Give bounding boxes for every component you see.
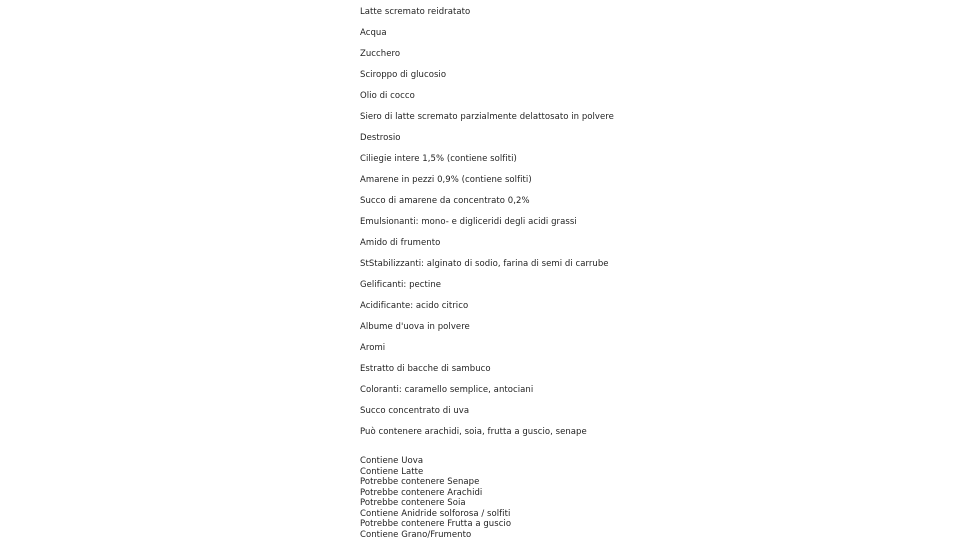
ingredient-item: Ciliegie intere 1,5% (contiene solfiti): [360, 154, 517, 164]
ingredients-section: [360, 4, 920, 540]
allergen-item: Contiene Anidride solforosa / solfiti: [360, 508, 511, 519]
ingredient-item: Latte scremato reidratato: [360, 7, 471, 17]
ingredient-item: Olio di cocco: [360, 91, 415, 101]
allergen-item: Potrebbe contenere Frutta a guscio: [360, 519, 512, 529]
ingredient-item: Estratto di bacche di sambuco: [360, 364, 491, 374]
ingredient-item: Amido di frumento: [360, 238, 441, 248]
allergen-item: Contiene Uova: [360, 456, 424, 466]
ingredient-item: Albume d'uova in polvere: [360, 322, 470, 332]
allergen-item: Potrebbe contenere Soia: [360, 498, 466, 508]
ingredient-item: Succo di amarene da concentrato 0,2%: [360, 196, 530, 206]
allergen-list: [360, 456, 920, 540]
ingredient-item: Sciroppo di glucosio: [360, 70, 447, 80]
ingredient-item: Destrosio: [360, 133, 401, 143]
ingredient-item: Emulsionanti: mono- e digliceridi degli acidi grassi: [360, 217, 577, 227]
allergen-item: Contiene Grano/Frumento: [360, 529, 472, 540]
ingredient-list: [360, 4, 920, 441]
allergen-item: Potrebbe contenere Senape: [360, 477, 480, 487]
ingredient-item: Acqua: [360, 28, 387, 38]
ingredient-item: Acidificante: acido citrico: [360, 301, 469, 311]
ingredient-item: Amarene in pezzi 0,9% (contiene solfiti): [360, 175, 532, 185]
allergen-item: Potrebbe contenere Arachidi: [360, 487, 483, 498]
ingredient-item: Zucchero: [360, 49, 401, 59]
ingredient-item: Può contenere arachidi, soia, frutta a guscio, senape: [360, 427, 587, 437]
ingredient-item: Aromi: [360, 343, 386, 353]
ingredient-item: StStabilizzanti: alginato di sodio, farina di semi di carrube: [360, 259, 609, 269]
ingredient-item: Siero di latte scremato parzialmente delattosato in polvere: [360, 112, 614, 122]
ingredient-item: Coloranti: caramello semplice, antociani: [360, 385, 534, 395]
allergen-item: Contiene Latte: [360, 466, 424, 477]
ingredient-item: Gelificanti: pectine: [360, 280, 442, 290]
ingredient-item: Succo concentrato di uva: [360, 406, 470, 416]
